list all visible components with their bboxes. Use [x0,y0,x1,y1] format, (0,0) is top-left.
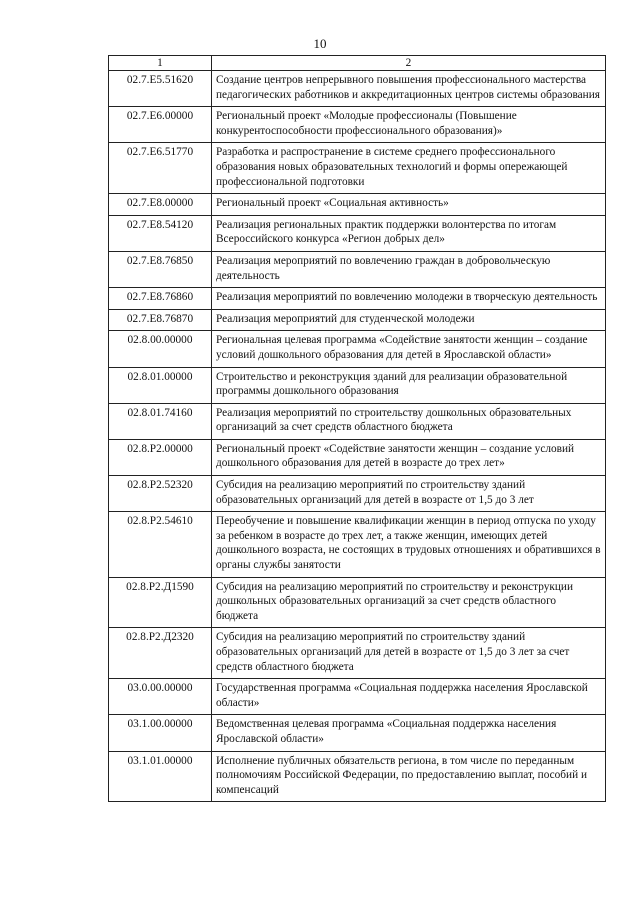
table-row [109,715,606,751]
row-description: Реализация региональных практик поддержки волонтерства по итогам Всероссийского конкурса «Регион добрых дел» [212,215,606,251]
table-row [109,679,606,715]
row-description: Субсидия на реализацию мероприятий по строительству и реконструкции дошкольных образовательных организаций за счет средств областного бюджета [212,577,606,628]
table-row [109,107,606,143]
row-description: Разработка и распространение в системе среднего профессионального образования новых образовательных технологий и формы опережающей профессиональной подготовки [212,143,606,194]
row-description: Региональный проект «Молодые профессионалы (Повышение конкурентоспособности профессионального образования)» [212,107,606,143]
row-code: 02.7.E5.51620 [109,71,212,107]
row-code: 02.8.P2.52320 [109,476,212,512]
table-row [109,751,606,802]
row-description: Региональная целевая программа «Содействие занятости женщин – создание условий дошкольного образования для детей в Ярославской области» [212,331,606,367]
row-description: Исполнение публичных обязательств региона, в том числе по переданным полномочиям Российской Федерации, по предоставлению выплат, пособий и компенсаций [212,751,606,802]
row-code: 02.8.01.74160 [109,403,212,439]
row-description: Государственная программа «Социальная поддержка населения Ярославской области» [212,679,606,715]
row-description: Реализация мероприятий по вовлечению граждан в добровольческую деятельность [212,251,606,287]
table-row [109,288,606,310]
column-header-2: 2 [212,56,606,71]
row-description: Переобучение и повышение квалификации женщин в период отпуска по уходу за ребенком в возрасте до трех лет, а также женщин, имеющих детей дошкольного возраста, не состоящих в трудовых отношениях и обратившихся в органы службы занятости [212,512,606,577]
table-row [109,215,606,251]
table-row [109,251,606,287]
row-description: Ведомственная целевая программа «Социальная поддержка населения Ярославской области» [212,715,606,751]
table-row [109,403,606,439]
row-code: 02.7.E8.76850 [109,251,212,287]
table-row [109,143,606,194]
row-code: 02.7.E8.76870 [109,309,212,331]
row-description: Создание центров непрерывного повышения профессионального мастерства педагогических работников и аккредитационных центров системы образования [212,71,606,107]
row-code: 02.8.P2.00000 [109,439,212,475]
row-code: 02.7.E6.00000 [109,107,212,143]
row-description: Субсидия на реализацию мероприятий по строительству зданий образовательных организаций для детей в возрасте от 1,5 до 3 лет [212,476,606,512]
row-code: 02.7.E8.76860 [109,288,212,310]
row-code: 02.8.P2.Д1590 [109,577,212,628]
row-code: 02.7.E6.51770 [109,143,212,194]
row-code: 02.8.01.00000 [109,367,212,403]
table-row [109,71,606,107]
table-header-row [109,56,606,71]
row-code: 02.7.E8.54120 [109,215,212,251]
row-code: 03.1.00.00000 [109,715,212,751]
table-row [109,194,606,216]
row-code: 02.8.P2.54610 [109,512,212,577]
table-row [109,309,606,331]
row-description: Строительство и реконструкция зданий для реализации образовательной программы дошкольного образования [212,367,606,403]
row-description: Региональный проект «Содействие занятости женщин – создание условий дошкольного образования для детей в возрасте до трех лет» [212,439,606,475]
page-number: 10 [313,36,327,51]
row-code: 03.0.00.00000 [109,679,212,715]
table-row [109,577,606,628]
table-row [109,439,606,475]
row-description: Реализация мероприятий для студенческой молодежи [212,309,606,331]
row-description: Реализация мероприятий по вовлечению молодежи в творческую деятельность [212,288,606,310]
table-row [109,628,606,679]
row-code: 02.8.P2.Д2320 [109,628,212,679]
row-code: 02.8.00.00000 [109,331,212,367]
table-row [109,367,606,403]
row-code: 02.7.E8.00000 [109,194,212,216]
table-row [109,331,606,367]
table-row [109,512,606,577]
row-description: Реализация мероприятий по строительству дошкольных образовательных организаций за счет средств областного бюджета [212,403,606,439]
row-description: Региональный проект «Социальная активность» [212,194,606,216]
row-code: 03.1.01.00000 [109,751,212,802]
budget-classification-table [108,55,606,802]
column-header-1: 1 [109,56,212,71]
row-description: Субсидия на реализацию мероприятий по строительству зданий образовательных организаций для детей в возрасте от 1,5 до 3 лет за счет средств областного бюджета [212,628,606,679]
table-row [109,476,606,512]
